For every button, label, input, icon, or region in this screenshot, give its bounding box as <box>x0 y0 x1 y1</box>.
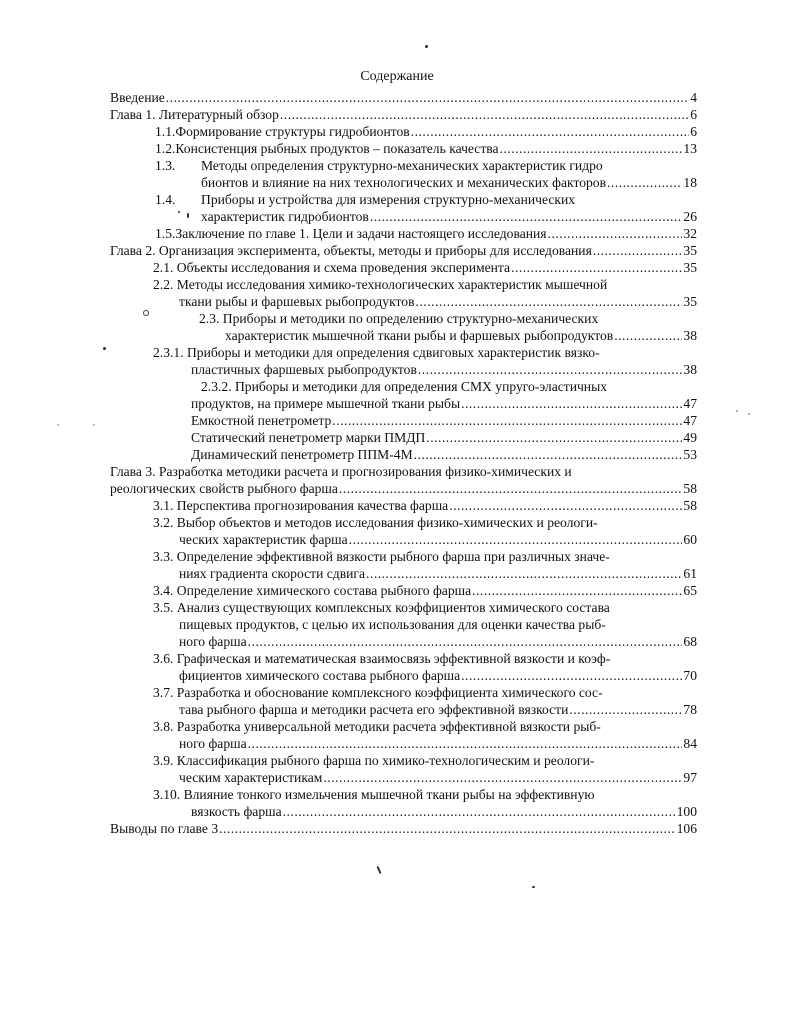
entry-page: 38 <box>683 362 697 377</box>
dot-leader <box>283 803 676 820</box>
dot-leader <box>511 259 682 276</box>
entry-title: 3.6. Графическая и математическая взаимосвязь эффективной вязкости и коэф- <box>153 651 611 666</box>
scan-speck <box>376 866 381 874</box>
dot-leader <box>323 769 682 786</box>
entry-title-continued: продуктов, на примере мышечной ткани рыбы <box>191 396 461 411</box>
entry-page: 53 <box>683 447 697 462</box>
entry-page: 35 <box>683 260 697 275</box>
entry-page: 38 <box>683 328 697 343</box>
dot-leader <box>614 327 682 344</box>
dot-leader <box>219 820 675 837</box>
entry-number: 1.4. <box>155 192 176 207</box>
entry-title: 3.8. Разработка универсальной методики расчета эффективной вязкости рыб- <box>153 719 601 734</box>
entry-title-continued: бионтов и влияние на них технологических и механических факторов <box>201 175 607 190</box>
entry-title-continued: тава рыбного фарша и методики расчета его эффективной вязкости <box>179 702 569 717</box>
entry-title: 3.10. Влияние тонкого измельчения мышечной ткани рыбы на эффективную <box>153 787 595 802</box>
dot-leader <box>548 225 683 242</box>
entry-title: Консистенция рыбных продуктов – показатель качества <box>175 141 499 156</box>
dot-leader <box>418 361 683 378</box>
entry-title: Заключение по главе 1. Цели и задачи настоящего исследования <box>175 226 547 241</box>
entry-title-continued: ниях градиента скорости сдвига <box>179 566 366 581</box>
entry-title-continued: ческим характеристикам <box>179 770 323 785</box>
entry-title: Введение <box>110 90 165 105</box>
entry-page: 68 <box>683 634 697 649</box>
entry-page: 18 <box>683 175 697 190</box>
entry-title: 3.4. Определение химического состава рыбного фарша <box>153 583 472 598</box>
dot-leader <box>461 395 682 412</box>
dot-leader <box>593 242 683 259</box>
entry-title: 2.3.1. Приборы и методики для определения сдвиговых характеристик вязко- <box>153 345 600 360</box>
scan-speck <box>103 347 106 350</box>
entry-page: 49 <box>683 430 697 445</box>
entry-page: 47 <box>683 413 697 428</box>
entry-number: 1.1. <box>155 124 176 139</box>
entry-page: 106 <box>676 821 697 836</box>
entry-page: 6 <box>690 107 697 122</box>
scan-speck <box>187 213 189 218</box>
entry-title: Глава 1. Литературный обзор <box>110 107 279 122</box>
entry-number: 1.3. <box>155 158 176 173</box>
dot-leader <box>461 667 682 684</box>
entry-page: 58 <box>683 498 697 513</box>
entry-title: Выводы по главе 3 <box>110 821 219 836</box>
entry-title-continued: характеристик мышечной ткани рыбы и фаршевых рыбопродуктов <box>225 328 614 343</box>
entry-page: 35 <box>683 294 697 309</box>
entry-title: 3.3. Определение эффективной вязкости рыбного фарша при различных значе- <box>153 549 610 564</box>
dot-leader <box>339 480 682 497</box>
dot-leader <box>472 582 682 599</box>
entry-title: 2.3. Приборы и методики по определению структурно-механических <box>199 311 599 326</box>
entry-title: Методы определения структурно-механических характеристик гидро <box>201 158 603 173</box>
entry-title-continued: реологических свойств рыбного фарша <box>110 481 338 496</box>
entry-title: 3.9. Классификация рыбного фарша по химико-технологическим и реологи- <box>153 753 595 768</box>
entry-title: Статический пенетрометр марки ПМДП <box>191 430 426 445</box>
dot-leader <box>366 565 682 582</box>
dot-leader <box>569 701 682 718</box>
entry-title: 2.3.2. Приборы и методики для определения СМХ упруго-эластичных <box>201 379 608 394</box>
dot-leader <box>500 140 683 157</box>
dot-leader <box>332 412 682 429</box>
dot-leader <box>349 531 683 548</box>
entry-number: 1.5. <box>155 226 176 241</box>
dot-leader <box>166 89 689 106</box>
dot-leader <box>416 293 683 310</box>
entry-title: 2.2. Методы исследования химико-технологических характеристик мышечной <box>153 277 608 292</box>
entry-title-continued: ного фарша <box>179 634 247 649</box>
entry-title: Глава 3. Разработка методики расчета и прогнозирования физико-химических и <box>110 464 572 479</box>
entry-page: 32 <box>683 226 697 241</box>
entry-title-continued: фициентов химического состава рыбного фарша <box>179 668 461 683</box>
entry-title: Динамический пенетрометр ППМ-4М <box>191 447 413 462</box>
entry-title-continued: пластичных фаршевых рыбопродуктов <box>191 362 417 377</box>
entry-page: 61 <box>683 566 697 581</box>
dot-leader <box>280 106 689 123</box>
entry-title-continued: характеристик гидробионтов <box>201 209 369 224</box>
entry-title: 2.1. Объекты исследования и схема проведения эксперимента <box>153 260 511 275</box>
dot-leader <box>370 208 683 225</box>
entry-page: 70 <box>683 668 697 683</box>
page-title: Содержание <box>360 69 434 84</box>
entry-page: 47 <box>683 396 697 411</box>
entry-page: 97 <box>683 770 697 785</box>
scan-speck <box>93 424 95 426</box>
entry-page: 26 <box>683 209 697 224</box>
entry-title: Формирование структуры гидробионтов <box>175 124 410 139</box>
entry-number: 1.2. <box>155 141 176 156</box>
entry-title: Приборы и устройства для измерения структурно-механических <box>201 192 576 207</box>
dot-leader <box>449 497 682 514</box>
dot-leader <box>426 429 682 446</box>
entry-page: 78 <box>683 702 697 717</box>
entry-page: 65 <box>683 583 697 598</box>
dot-leader <box>607 174 682 191</box>
scan-speck <box>143 310 149 316</box>
entry-page: 35 <box>683 243 697 258</box>
entry-title-continued: вязкость фарша <box>191 804 282 819</box>
entry-title: 3.2. Выбор объектов и методов исследования физико-химических и реологи- <box>153 515 598 530</box>
scan-speck <box>425 45 428 48</box>
scan-speck <box>748 413 750 415</box>
entry-title: Емкостной пенетрометр <box>191 413 332 428</box>
dot-leader <box>411 123 689 140</box>
dot-leader <box>248 633 683 650</box>
entry-page: 13 <box>683 141 697 156</box>
entry-page: 84 <box>683 736 697 751</box>
entry-title-continued: ного фарша <box>179 736 247 751</box>
entry-title-continued: ткани рыбы и фаршевых рыбопродуктов <box>179 294 415 309</box>
entry-page: 4 <box>690 90 697 105</box>
scan-speck <box>57 424 59 426</box>
scan-speck <box>736 410 738 412</box>
entry-title: Глава 2. Организация эксперимента, объекты, методы и приборы для исследования <box>110 243 592 258</box>
scan-speck <box>532 886 535 888</box>
dot-leader <box>248 735 683 752</box>
entry-page: 100 <box>676 804 697 819</box>
scan-speck <box>178 211 180 213</box>
entry-page: 60 <box>683 532 697 547</box>
entry-title: 3.1. Перспектива прогнозирования качества фарша <box>153 498 449 513</box>
entry-title: 3.5. Анализ существующих комплексных коэффициентов химического состава <box>153 600 610 615</box>
entry-title: 3.7. Разработка и обоснование комплексного коэффициента химического сос- <box>153 685 603 700</box>
dot-leader <box>414 446 683 463</box>
entry-title-continued: пищевых продуктов, с целью их использования для оценки качества рыб- <box>179 617 606 632</box>
entry-title-continued: ческих характеристик фарша <box>179 532 348 547</box>
entry-page: 6 <box>690 124 697 139</box>
entry-page: 58 <box>683 481 697 496</box>
